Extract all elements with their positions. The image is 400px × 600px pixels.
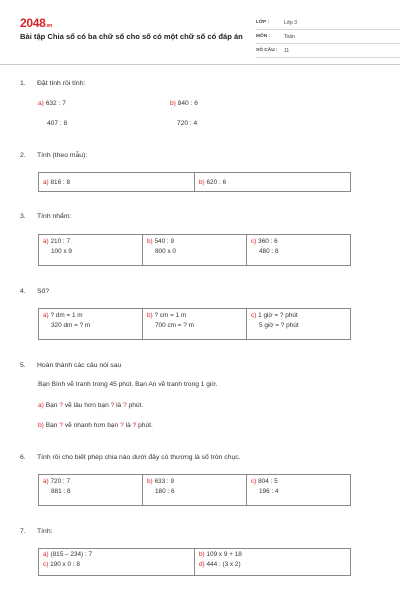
- blank-placeholder: ?: [123, 402, 127, 409]
- meta-key: MÔN :: [256, 34, 271, 39]
- question-prompt: Hoàn thành các câu nói sau: [37, 362, 122, 369]
- question-number: 3.: [20, 213, 26, 220]
- question-3: [20, 213, 380, 220]
- q5-item-a: a) Bạn ? vẽ lâu hơn bạn ? là ? phút.: [38, 402, 144, 409]
- worksheet-title: Bài tập Chia số có ba chữ số cho số có một chữ số có đáp án: [20, 32, 243, 41]
- q5-item-b: b) Bạn ? vẽ nhanh hơn bạn ? là ? phút.: [38, 422, 153, 429]
- question-7: [20, 528, 380, 535]
- q3-cell-b: b) 540 : 9 800 x 0: [143, 235, 247, 265]
- question-header: [20, 80, 380, 87]
- q4-cell-a: a) ? dm = 1 m 320 dm = ? m: [39, 309, 143, 339]
- question-prompt: Đặt tính rồi tính:: [37, 80, 86, 87]
- question-header: [20, 152, 380, 159]
- q2-cell-b: b) 620 : 6: [199, 179, 227, 186]
- q7-cell-right: b) 109 x 9 + 18 d) 444 : (3 x 2): [199, 551, 242, 568]
- q2-answer-box: [38, 172, 351, 192]
- question-number: 6.: [20, 454, 26, 461]
- blank-placeholder: ?: [120, 422, 124, 429]
- site-logo[interactable]: 2048.vn: [20, 16, 52, 30]
- header-divider: [0, 64, 400, 65]
- q6-cell-b: b) 633 : 9 180 : 6: [143, 475, 247, 505]
- question-number: 1.: [20, 80, 26, 87]
- question-number: 2.: [20, 152, 26, 159]
- question-header: [20, 454, 380, 461]
- q6-answer-box: [38, 474, 351, 506]
- q6-cell-a: a) 720 : 7 881 : 8: [39, 475, 143, 505]
- question-1: [20, 80, 380, 87]
- q3-answer-box: [38, 234, 351, 266]
- question-2: [20, 152, 380, 159]
- question-header: [20, 288, 380, 295]
- question-prompt: Tính rồi cho biết phép chia nào dưới đây có thương là số tròn chục.: [37, 454, 241, 461]
- question-prompt: Tính:: [37, 528, 53, 535]
- question-prompt: Số?: [37, 288, 50, 295]
- question-header: [20, 362, 380, 369]
- meta-row-grade: [256, 16, 400, 30]
- blank-placeholder: ?: [59, 402, 63, 409]
- meta-row-subject: [256, 30, 400, 44]
- question-4: [20, 288, 380, 295]
- meta-key: LỚP :: [256, 20, 270, 25]
- question-prompt: Tính (theo mẫu):: [37, 152, 88, 159]
- question-6: [20, 454, 380, 461]
- q4-cell-b: b) ? cm = 1 m 700 cm = ? m: [143, 309, 247, 339]
- q3-cell-a: a) 210 : 7 100 x 9: [39, 235, 143, 265]
- question-number: 5.: [20, 362, 26, 369]
- worksheet-meta: [256, 16, 400, 58]
- question-header: [20, 213, 380, 220]
- q7-cell-left: a) (815 – 234) : 7 c) 190 x 0 : 8: [39, 549, 195, 575]
- question-header: [20, 528, 380, 535]
- meta-key: SỐ CÂU :: [256, 48, 278, 53]
- meta-value: Toán: [284, 33, 295, 40]
- question-number: 7.: [20, 528, 26, 535]
- meta-row-question-count: [256, 44, 400, 58]
- q5-story: Bạn Bình vẽ tranh trong 45 phút. Bạn An vẽ tranh trong 1 giờ.: [38, 381, 218, 388]
- q1-item-a2: 407 : 8: [47, 120, 68, 127]
- question-prompt: Tính nhẩm:: [37, 213, 72, 220]
- q1-item-b2: 720 : 4: [177, 120, 198, 127]
- question-5: [20, 362, 380, 369]
- q1-item-a: a) 632 : 7: [38, 100, 66, 107]
- q3-cell-c: c) 360 : 6 480 : 8: [251, 238, 279, 255]
- q2-cell-a: a) 816 : 8: [39, 173, 195, 191]
- meta-value: Lớp 3: [284, 19, 298, 26]
- blank-placeholder: ?: [110, 402, 115, 409]
- q1-item-b: b) 840 : 6: [170, 100, 198, 107]
- blank-placeholder: ?: [132, 422, 137, 429]
- q7-answer-box: [38, 548, 351, 576]
- meta-value: 11: [284, 47, 290, 54]
- question-number: 4.: [20, 288, 26, 295]
- q4-answer-box: [38, 308, 351, 340]
- worksheet-header: [20, 12, 382, 72]
- q6-cell-c: c) 804 : 5 196 : 4: [251, 478, 279, 495]
- q4-cell-c: c) 1 giờ = ? phút 5 giờ = ? phút: [251, 312, 299, 329]
- blank-placeholder: ?: [59, 422, 63, 429]
